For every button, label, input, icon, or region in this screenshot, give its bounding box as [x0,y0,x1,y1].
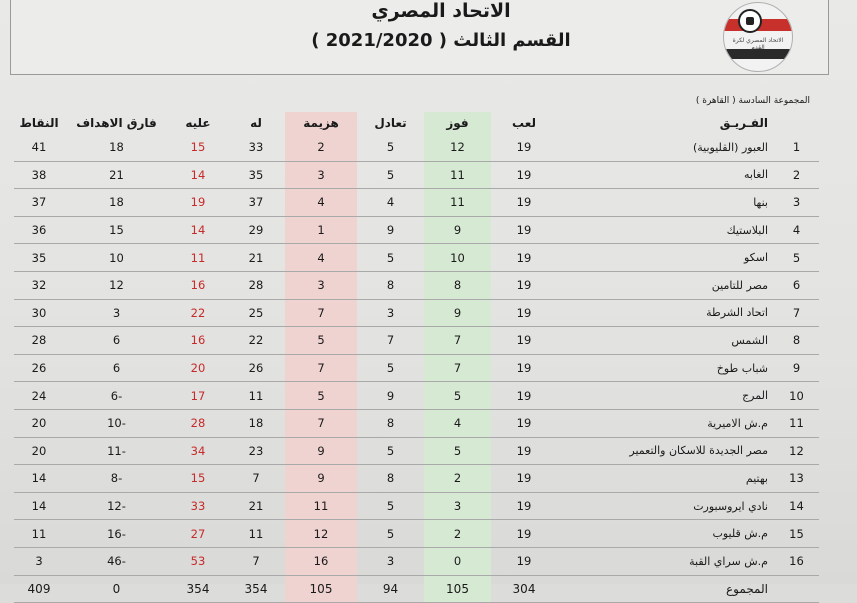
cell-goals-for: 35 [227,161,285,189]
cell-rank: 13 [774,465,819,493]
table-row [14,327,819,355]
cell-goals-against: 20 [169,354,227,382]
cell-points: 14 [14,492,64,520]
header-points: النقاط [19,116,59,130]
total-drawn: 94 [357,575,424,603]
table-row [14,299,819,327]
table-header-row [14,112,819,134]
cell-played: 19 [491,465,557,493]
cell-team: بنها [557,189,774,217]
header-goals-against: عليه [185,116,211,130]
cell-goals-against: 53 [169,547,227,575]
cell-played: 19 [491,216,557,244]
cell-rank: 11 [774,409,819,437]
table-row [14,161,819,189]
cell-points: 20 [14,437,64,465]
cell-goals-for: 33 [227,134,285,161]
cell-team: بهتيم [557,465,774,493]
cell-goals-against: 11 [169,244,227,272]
cell-goals-for: 7 [227,547,285,575]
document-header [10,0,829,75]
cell-played: 19 [491,271,557,299]
header-goals-for: له [250,116,262,130]
cell-goal-diff: 3 [64,299,169,327]
cell-played: 19 [491,437,557,465]
totals-row [14,575,819,603]
total-goals-for: 354 [227,575,285,603]
cell-drawn: 8 [357,271,424,299]
cell-lost: 11 [285,492,357,520]
cell-goals-for: 22 [227,327,285,355]
cell-goals-for: 37 [227,189,285,217]
cell-team: اسكو [557,244,774,272]
cell-drawn: 9 [357,382,424,410]
cell-played: 19 [491,244,557,272]
cell-points: 14 [14,465,64,493]
cell-rank: 15 [774,520,819,548]
cell-drawn: 5 [357,244,424,272]
cell-drawn: 9 [357,216,424,244]
cell-goal-diff: 6 [64,354,169,382]
cell-drawn: 5 [357,161,424,189]
cell-goal-diff: 18 [64,189,169,217]
cell-goals-for: 11 [227,520,285,548]
cell-played: 19 [491,161,557,189]
cell-played: 19 [491,299,557,327]
cell-goal-diff: 8- [64,465,169,493]
cell-goal-diff: 12- [64,492,169,520]
cell-drawn: 8 [357,465,424,493]
cell-team: نادي ايروسبورت [557,492,774,520]
cell-won: 4 [424,409,491,437]
cell-goal-diff: 11- [64,437,169,465]
cell-drawn: 3 [357,547,424,575]
table-row [14,547,819,575]
cell-goals-against: 33 [169,492,227,520]
cell-won: 12 [424,134,491,161]
cell-goals-against: 34 [169,437,227,465]
table-row [14,409,819,437]
cell-goal-diff: 12 [64,271,169,299]
cell-won: 5 [424,382,491,410]
cell-goals-for: 21 [227,244,285,272]
cell-lost: 5 [285,327,357,355]
table-row [14,271,819,299]
cell-goals-against: 28 [169,409,227,437]
total-points: 409 [14,575,64,603]
cell-goals-against: 22 [169,299,227,327]
cell-goal-diff: 6 [64,327,169,355]
cell-points: 26 [14,354,64,382]
cell-goal-diff: 6- [64,382,169,410]
cell-rank: 16 [774,547,819,575]
cell-played: 19 [491,520,557,548]
cell-points: 37 [14,189,64,217]
table-row [14,465,819,493]
cell-lost: 12 [285,520,357,548]
cell-goals-for: 7 [227,465,285,493]
cell-rank: 1 [774,134,819,161]
cell-played: 19 [491,492,557,520]
cell-goal-diff: 15 [64,216,169,244]
cell-played: 19 [491,382,557,410]
cell-team: مصر الجديدة للاسكان والتعمير [557,437,774,465]
total-won: 105 [424,575,491,603]
cell-rank: 4 [774,216,819,244]
total-goal-diff: 0 [64,575,169,603]
cell-played: 19 [491,327,557,355]
cell-goals-against: 15 [169,465,227,493]
cell-drawn: 4 [357,189,424,217]
cell-won: 5 [424,437,491,465]
cell-rank: 12 [774,437,819,465]
cell-team: م.ش قليوب [557,520,774,548]
table-row [14,189,819,217]
cell-goals-for: 28 [227,271,285,299]
cell-lost: 7 [285,354,357,382]
cell-team: مصر للتامين [557,271,774,299]
cell-drawn: 3 [357,299,424,327]
cell-goals-against: 14 [169,161,227,189]
table-row [14,354,819,382]
cell-goals-against: 27 [169,520,227,548]
cell-team: م.ش الاميرية [557,409,774,437]
logo-text: الاتحاد المصري لكرة القدم [732,37,784,51]
cell-rank: 9 [774,354,819,382]
cell-won: 7 [424,354,491,382]
federation-logo [723,2,793,72]
cell-rank: 10 [774,382,819,410]
cell-goal-diff: 10 [64,244,169,272]
cell-goal-diff: 18 [64,134,169,161]
cell-goal-diff: 10- [64,409,169,437]
cell-lost: 7 [285,409,357,437]
cell-goals-for: 23 [227,437,285,465]
cell-points: 41 [14,134,64,161]
cell-points: 36 [14,216,64,244]
cell-won: 0 [424,547,491,575]
cell-lost: 4 [285,244,357,272]
cell-won: 8 [424,271,491,299]
cell-lost: 7 [285,299,357,327]
cell-drawn: 8 [357,409,424,437]
cell-rank: 2 [774,161,819,189]
cell-points: 24 [14,382,64,410]
cell-won: 2 [424,520,491,548]
table-row [14,244,819,272]
cell-team: اتحاد الشرطة [557,299,774,327]
cell-points: 38 [14,161,64,189]
header-played: لعب [512,116,536,130]
cell-team: الغابه [557,161,774,189]
cell-points: 3 [14,547,64,575]
page-subtitle: القسم الثالث ( 2021/2020 ) [311,30,571,51]
cell-points: 32 [14,271,64,299]
cell-goal-diff: 21 [64,161,169,189]
cell-played: 19 [491,189,557,217]
cell-drawn: 5 [357,134,424,161]
cell-points: 28 [14,327,64,355]
cell-drawn: 5 [357,437,424,465]
cell-goals-for: 21 [227,492,285,520]
cell-goals-against: 19 [169,189,227,217]
cell-drawn: 5 [357,354,424,382]
table-row [14,520,819,548]
cell-won: 11 [424,189,491,217]
cell-goals-for: 26 [227,354,285,382]
header-lost: هزيمة [285,112,357,134]
cell-won: 3 [424,492,491,520]
cell-lost: 2 [285,134,357,161]
cell-goals-for: 29 [227,216,285,244]
cell-goals-against: 17 [169,382,227,410]
cell-team: العبور (القليوبية) [557,134,774,161]
cell-lost: 1 [285,216,357,244]
cell-rank: 6 [774,271,819,299]
table-row [14,134,819,161]
totals-rank [774,575,819,603]
cell-points: 35 [14,244,64,272]
table-row [14,492,819,520]
cell-lost: 16 [285,547,357,575]
football-icon [738,9,762,33]
cell-drawn: 7 [357,327,424,355]
cell-goals-for: 18 [227,409,285,437]
cell-lost: 3 [285,271,357,299]
cell-team: البلاستيك [557,216,774,244]
header-team: الفـريـق [719,116,768,130]
header-drawn: تعادل [374,116,407,130]
cell-team: المرج [557,382,774,410]
cell-goals-for: 11 [227,382,285,410]
cell-goal-diff: 46- [64,547,169,575]
cell-points: 11 [14,520,64,548]
cell-lost: 9 [285,465,357,493]
cell-rank: 14 [774,492,819,520]
table-row [14,382,819,410]
header-won: فوز [424,112,491,134]
cell-goals-against: 14 [169,216,227,244]
table-row [14,437,819,465]
cell-won: 9 [424,299,491,327]
cell-played: 19 [491,134,557,161]
total-played: 304 [491,575,557,603]
cell-points: 20 [14,409,64,437]
header-goal-diff: فارق الاهداف [76,116,157,130]
cell-rank: 7 [774,299,819,327]
cell-played: 19 [491,354,557,382]
cell-rank: 3 [774,189,819,217]
cell-team: شباب طوخ [557,354,774,382]
cell-points: 30 [14,299,64,327]
cell-drawn: 5 [357,520,424,548]
cell-lost: 4 [285,189,357,217]
cell-goal-diff: 16- [64,520,169,548]
cell-lost: 5 [285,382,357,410]
cell-played: 19 [491,409,557,437]
cell-team: م.ش سراي القبة [557,547,774,575]
cell-lost: 9 [285,437,357,465]
cell-goals-against: 16 [169,327,227,355]
cell-rank: 8 [774,327,819,355]
total-goals-against: 354 [169,575,227,603]
cell-team: الشمس [557,327,774,355]
cell-goals-for: 25 [227,299,285,327]
cell-won: 11 [424,161,491,189]
cell-goals-against: 15 [169,134,227,161]
page-title: الاتحاد المصري [371,0,511,22]
cell-won: 9 [424,216,491,244]
cell-goals-against: 16 [169,271,227,299]
totals-label: المجموع [557,575,774,603]
cell-drawn: 5 [357,492,424,520]
cell-won: 7 [424,327,491,355]
cell-won: 10 [424,244,491,272]
cell-lost: 3 [285,161,357,189]
cell-rank: 5 [774,244,819,272]
cell-played: 19 [491,547,557,575]
header-rank [774,112,819,134]
group-label: المجموعة السادسة ( القاهرة ) [695,96,810,106]
standings-table [14,112,819,603]
cell-won: 2 [424,465,491,493]
table-row [14,216,819,244]
total-lost: 105 [285,575,357,603]
